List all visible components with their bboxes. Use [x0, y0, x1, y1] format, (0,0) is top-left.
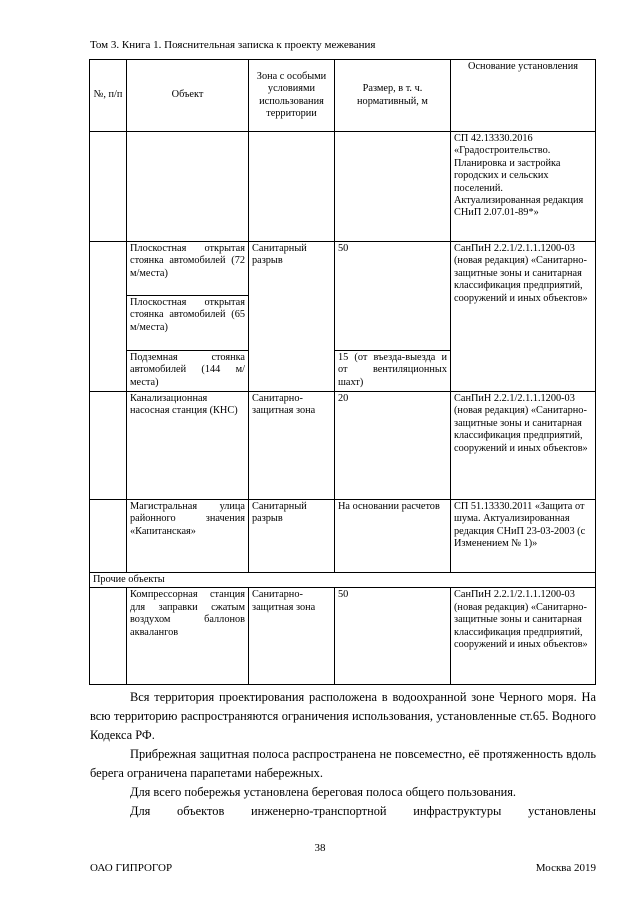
paragraph: Прибрежная защитная полоса распространена не повсеместно, её протяженность вдоль берега ограничена парапетами набережных. — [90, 747, 596, 780]
cell-size: 50 — [335, 242, 451, 351]
cell-object: Подземная стоянка автомобилей (144 м/места) — [127, 351, 249, 392]
cell-basis: СанПиН 2.2.1/2.1.1.1200-03 (новая редакция) «Санитарно-защитные зоны и санитарная классификация предприятий, сооружений и иных объектов» — [451, 392, 596, 500]
cell-object: Магистральная улица районного значения «Капитанская» — [127, 500, 249, 573]
table-section-row — [90, 573, 596, 588]
cell-num — [90, 588, 127, 685]
col-header-size: Размер, в т. ч. нормативный, м — [335, 60, 451, 132]
col-header-basis: Основание установления — [451, 60, 596, 132]
cell-object: Плоскостная открытая стоянка автомобилей (72 м/места) — [127, 242, 249, 296]
section-label-other: Прочие объекты — [90, 573, 596, 588]
cell-object: Канализационная насосная станция (КНС) — [127, 392, 249, 500]
table-header-row — [90, 60, 596, 132]
table-row — [90, 132, 596, 242]
cell-num — [90, 392, 127, 500]
page-number: 38 — [314, 842, 326, 854]
cell-zone: Санитарно-защитная зона — [249, 588, 335, 685]
cell-basis: СанПиН 2.2.1/2.1.1.1200-03 (новая редакция) «Санитарно-защитные зоны и санитарная классификация предприятий, сооружений и иных объектов» — [451, 588, 596, 685]
cell-num — [90, 242, 127, 392]
col-header-num: №, п/п — [90, 60, 127, 132]
cell-size: 15 (от въезда-выезда и от вентиляционных шахт) — [335, 351, 451, 392]
footer-city-year: Москва 2019 — [535, 862, 596, 874]
paragraph: Вся территория проектирования расположена в водоохранной зоне Черного моря. На всю территорию распространяются ограничения использования, установленные ст.65. Водного Кодекса РФ. — [90, 690, 596, 742]
cell-size: На основании расчетов — [335, 500, 451, 573]
cell-num — [90, 500, 127, 573]
table-row — [90, 588, 596, 685]
cell-num — [90, 132, 127, 242]
cell-size — [335, 132, 451, 242]
cell-zone — [249, 132, 335, 242]
paragraph: Для всего побережья установлена береговая полоса общего пользования. — [130, 785, 517, 799]
footer-organization: ОАО ГИПРОГОР — [90, 862, 173, 874]
cell-zone: Санитарный разрыв — [249, 242, 335, 392]
cell-object — [127, 132, 249, 242]
document-header: Том 3. Книга 1. Пояснительная записка к проекту межевания — [90, 39, 376, 51]
col-header-object: Объект — [127, 60, 249, 132]
cell-size: 50 — [335, 588, 451, 685]
cell-zone: Санитарный разрыв — [249, 500, 335, 573]
table-row — [90, 500, 596, 573]
col-header-zone: Зона с особыми условиями использования территории — [249, 60, 335, 132]
cell-zone: Санитарно-защитная зона — [249, 392, 335, 500]
cell-basis: СанПиН 2.2.1/2.1.1.1200-03 (новая редакция) «Санитарно-защитные зоны и санитарная классификация предприятий, сооружений и иных объектов» — [451, 242, 596, 392]
cell-size: 20 — [335, 392, 451, 500]
body-text — [90, 688, 596, 821]
cell-basis: СП 42.13330.2016 «Градостроительство. Планировка и застройка городских и сельских поселений. Актуализированная редакция СНиП 2.07.01-89*» — [451, 132, 596, 242]
cell-object: Компрессорная станция для заправки сжатым воздухом баллонов аквалангов — [127, 588, 249, 685]
cell-object: Плоскостная открытая стоянка автомобилей (65 м/места) — [127, 296, 249, 351]
table-row — [90, 392, 596, 500]
table-row — [90, 242, 596, 296]
cell-basis: СП 51.13330.2011 «Защита от шума. Актуализированная редакция СНиП 23-03-2003 (с Изменением № 1)» — [451, 500, 596, 573]
restrictions-table — [89, 59, 596, 685]
paragraph: Для объектов инженерно-транспортной инфраструктуры установлены — [130, 804, 596, 818]
